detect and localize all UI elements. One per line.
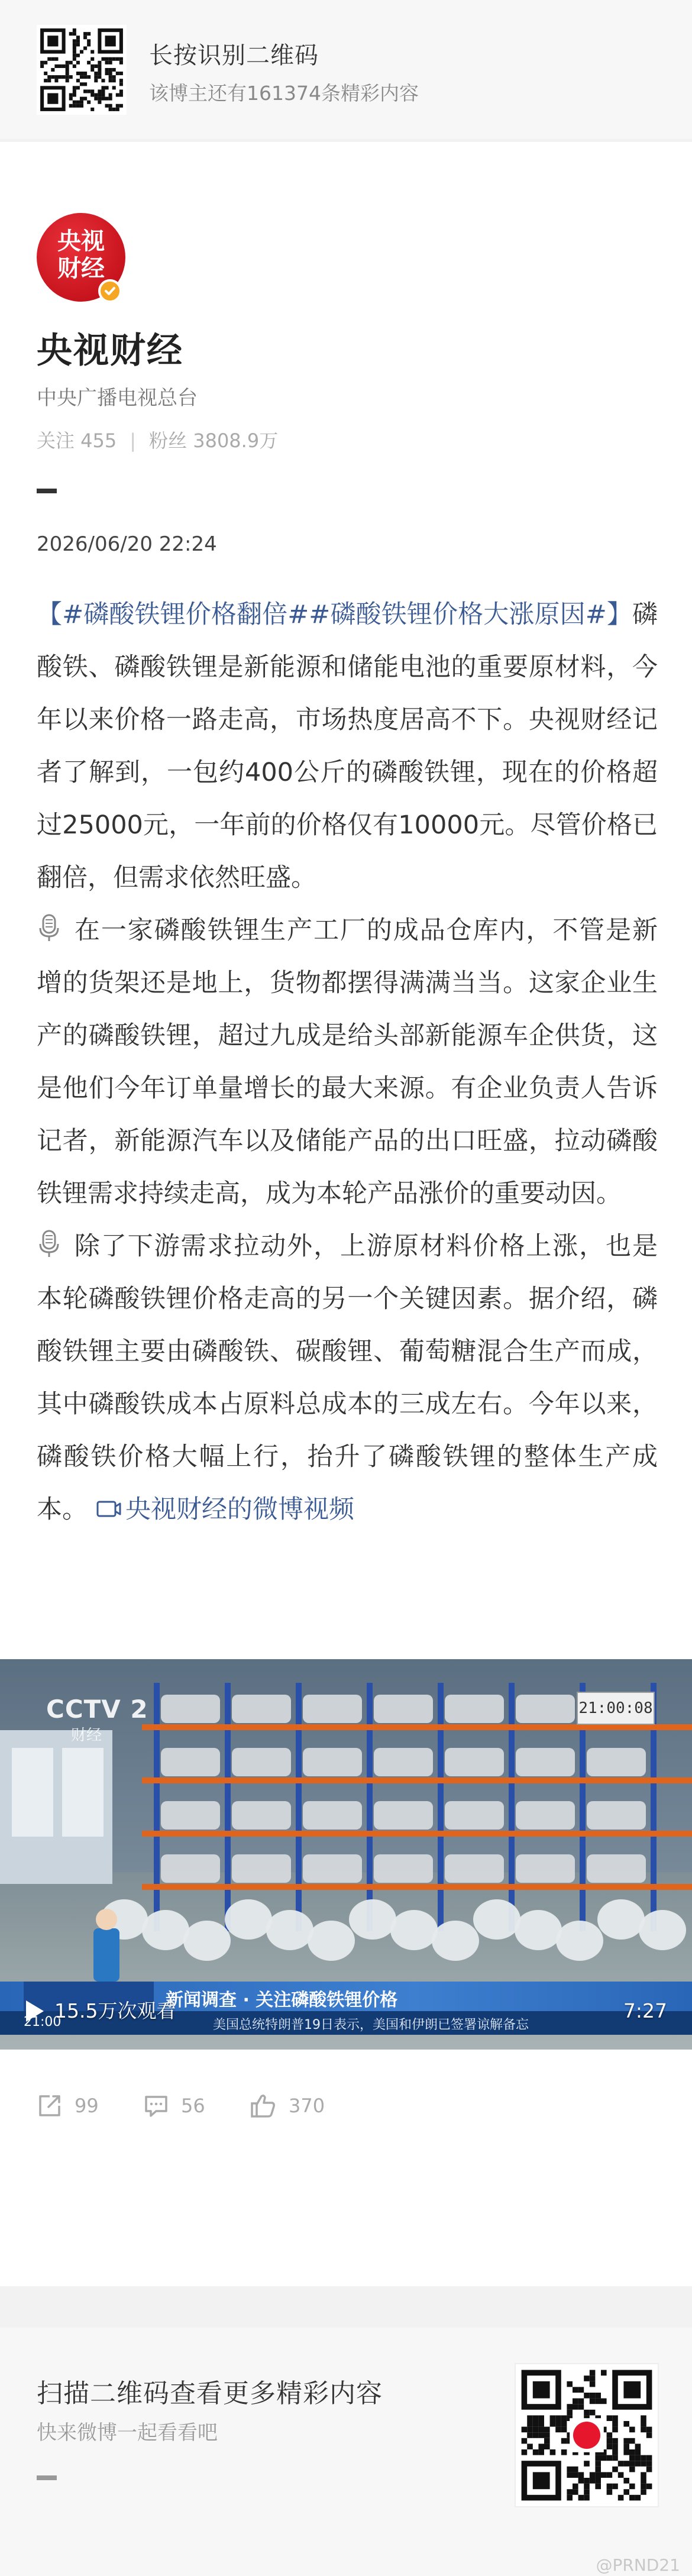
- bottom-subtitle: 快来微博一起看看吧: [37, 2421, 218, 2445]
- author-description: 中央广播电视总台: [37, 386, 198, 410]
- post-body: [37, 589, 658, 1536]
- play-count[interactable]: [26, 1996, 176, 2026]
- qr-code-graphic: [516, 2364, 658, 2506]
- stats-divider: |: [130, 429, 137, 452]
- weibo-video-link[interactable]: [88, 1495, 354, 1524]
- post-paragraph-1: [37, 589, 658, 904]
- top-qr-banner[interactable]: [0, 0, 692, 139]
- banner-title: 长按识别二维码: [149, 42, 319, 69]
- video-link-text: 央视财经的微博视频: [125, 1495, 354, 1524]
- ticker-time: 21:00: [24, 2015, 62, 2029]
- qr-code-bottom[interactable]: [515, 2363, 659, 2507]
- repost-count: 99: [75, 2095, 99, 2117]
- comment-count: 56: [181, 2095, 205, 2117]
- avatar-text-line1: 央视: [57, 228, 105, 255]
- play-count-text: 15.5万次观看: [54, 1999, 176, 2022]
- author-name[interactable]: 央视财经: [37, 330, 183, 371]
- post-paragraph-2: [37, 904, 658, 1220]
- verified-icon: [98, 279, 122, 303]
- watermark-username: @PRND21: [596, 2555, 680, 2575]
- fans-count: 粉丝 3808.9万: [149, 429, 279, 452]
- cctv-channel-logo: CCTV 2: [46, 1695, 148, 1724]
- paragraph-1-text: 磷酸铁、磷酸铁锂是新能源和储能电池的重要原材料，今年以来价格一路走高，市场热度居高不下。央视财经记者了解到，一包约400公斤的磷酸铁锂，现在的价格超过25000元，一年前的价格仅有10000元。尽管价格已翻倍，但需求依然旺盛。: [37, 600, 658, 893]
- channel-subtitle: 财经: [71, 1727, 102, 1744]
- author-stats: [37, 426, 278, 453]
- action-bar: [0, 2082, 692, 2129]
- comment-icon: [143, 2093, 169, 2119]
- microphone-icon: [37, 1230, 62, 1258]
- repost-button[interactable]: [37, 2082, 99, 2129]
- avatar-text-line2: 财经: [57, 255, 105, 282]
- bottom-divider: [37, 2475, 57, 2480]
- video-duration: 7:27: [623, 1999, 667, 2022]
- like-count: 370: [289, 2095, 325, 2117]
- bottom-qr-section[interactable]: [0, 2328, 692, 2576]
- section-divider: [37, 489, 57, 493]
- thumbs-up-icon: [250, 2093, 277, 2119]
- video-thumbnail[interactable]: [0, 1659, 692, 2050]
- video-play-icon: [96, 1499, 122, 1520]
- qr-code-graphic: [37, 25, 127, 115]
- repost-icon: [37, 2093, 63, 2119]
- video-clock: 21:00:08: [577, 1692, 655, 1725]
- like-button[interactable]: [250, 2082, 325, 2129]
- post-timestamp: 2026/06/20 22:24: [37, 532, 217, 556]
- qr-code-top[interactable]: [37, 25, 127, 115]
- banner-subtitle: 该博主还有161374条精彩内容: [149, 82, 419, 105]
- paragraph-3-text: 除了下游需求拉动外，上游原材料价格上涨，也是本轮磷酸铁锂价格走高的另一个关键因素。据介绍，磷酸铁锂主要由磷酸铁、碳酸锂、葡萄糖混合生产而成，其中磷酸铁成本占原料总成本的三成左右。今年以来，磷酸铁价格大幅上行，抬升了磷酸铁锂的整体生产成本。: [37, 1232, 658, 1524]
- microphone-icon: [37, 914, 62, 942]
- comment-button[interactable]: [143, 2082, 205, 2129]
- play-icon: [26, 2000, 44, 2022]
- follow-count: 关注 455: [37, 429, 117, 452]
- paragraph-2-text: 在一家磷酸铁锂生产工厂的成品仓库内，不管是新增的货架还是地上，货物都摆得满满当当。这家企业生产的磷酸铁锂，超过九成是给头部新能源车企供货，这是他们今年订单量增长的最大来源。有企业负责人告诉记者，新能源汽车以及储能产品的出口旺盛，拉动磷酸铁锂需求持续走高，成为本轮产品涨价的重要动因。: [37, 916, 658, 1208]
- post-paragraph-3: [37, 1220, 658, 1536]
- post-card: [0, 142, 692, 2286]
- bottom-title: 扫描二维码查看更多精彩内容: [37, 2378, 383, 2409]
- topic-hashtags[interactable]: 【#磷酸铁锂价格翻倍##磷酸铁锂价格大涨原因#】: [37, 600, 632, 629]
- ticker-text: 美国总统特朗普19日表示，美国和伊朗已签署谅解备忘: [213, 2018, 529, 2032]
- caption-headline: 新闻调查 · 关注磷酸铁锂价格: [166, 1990, 398, 2011]
